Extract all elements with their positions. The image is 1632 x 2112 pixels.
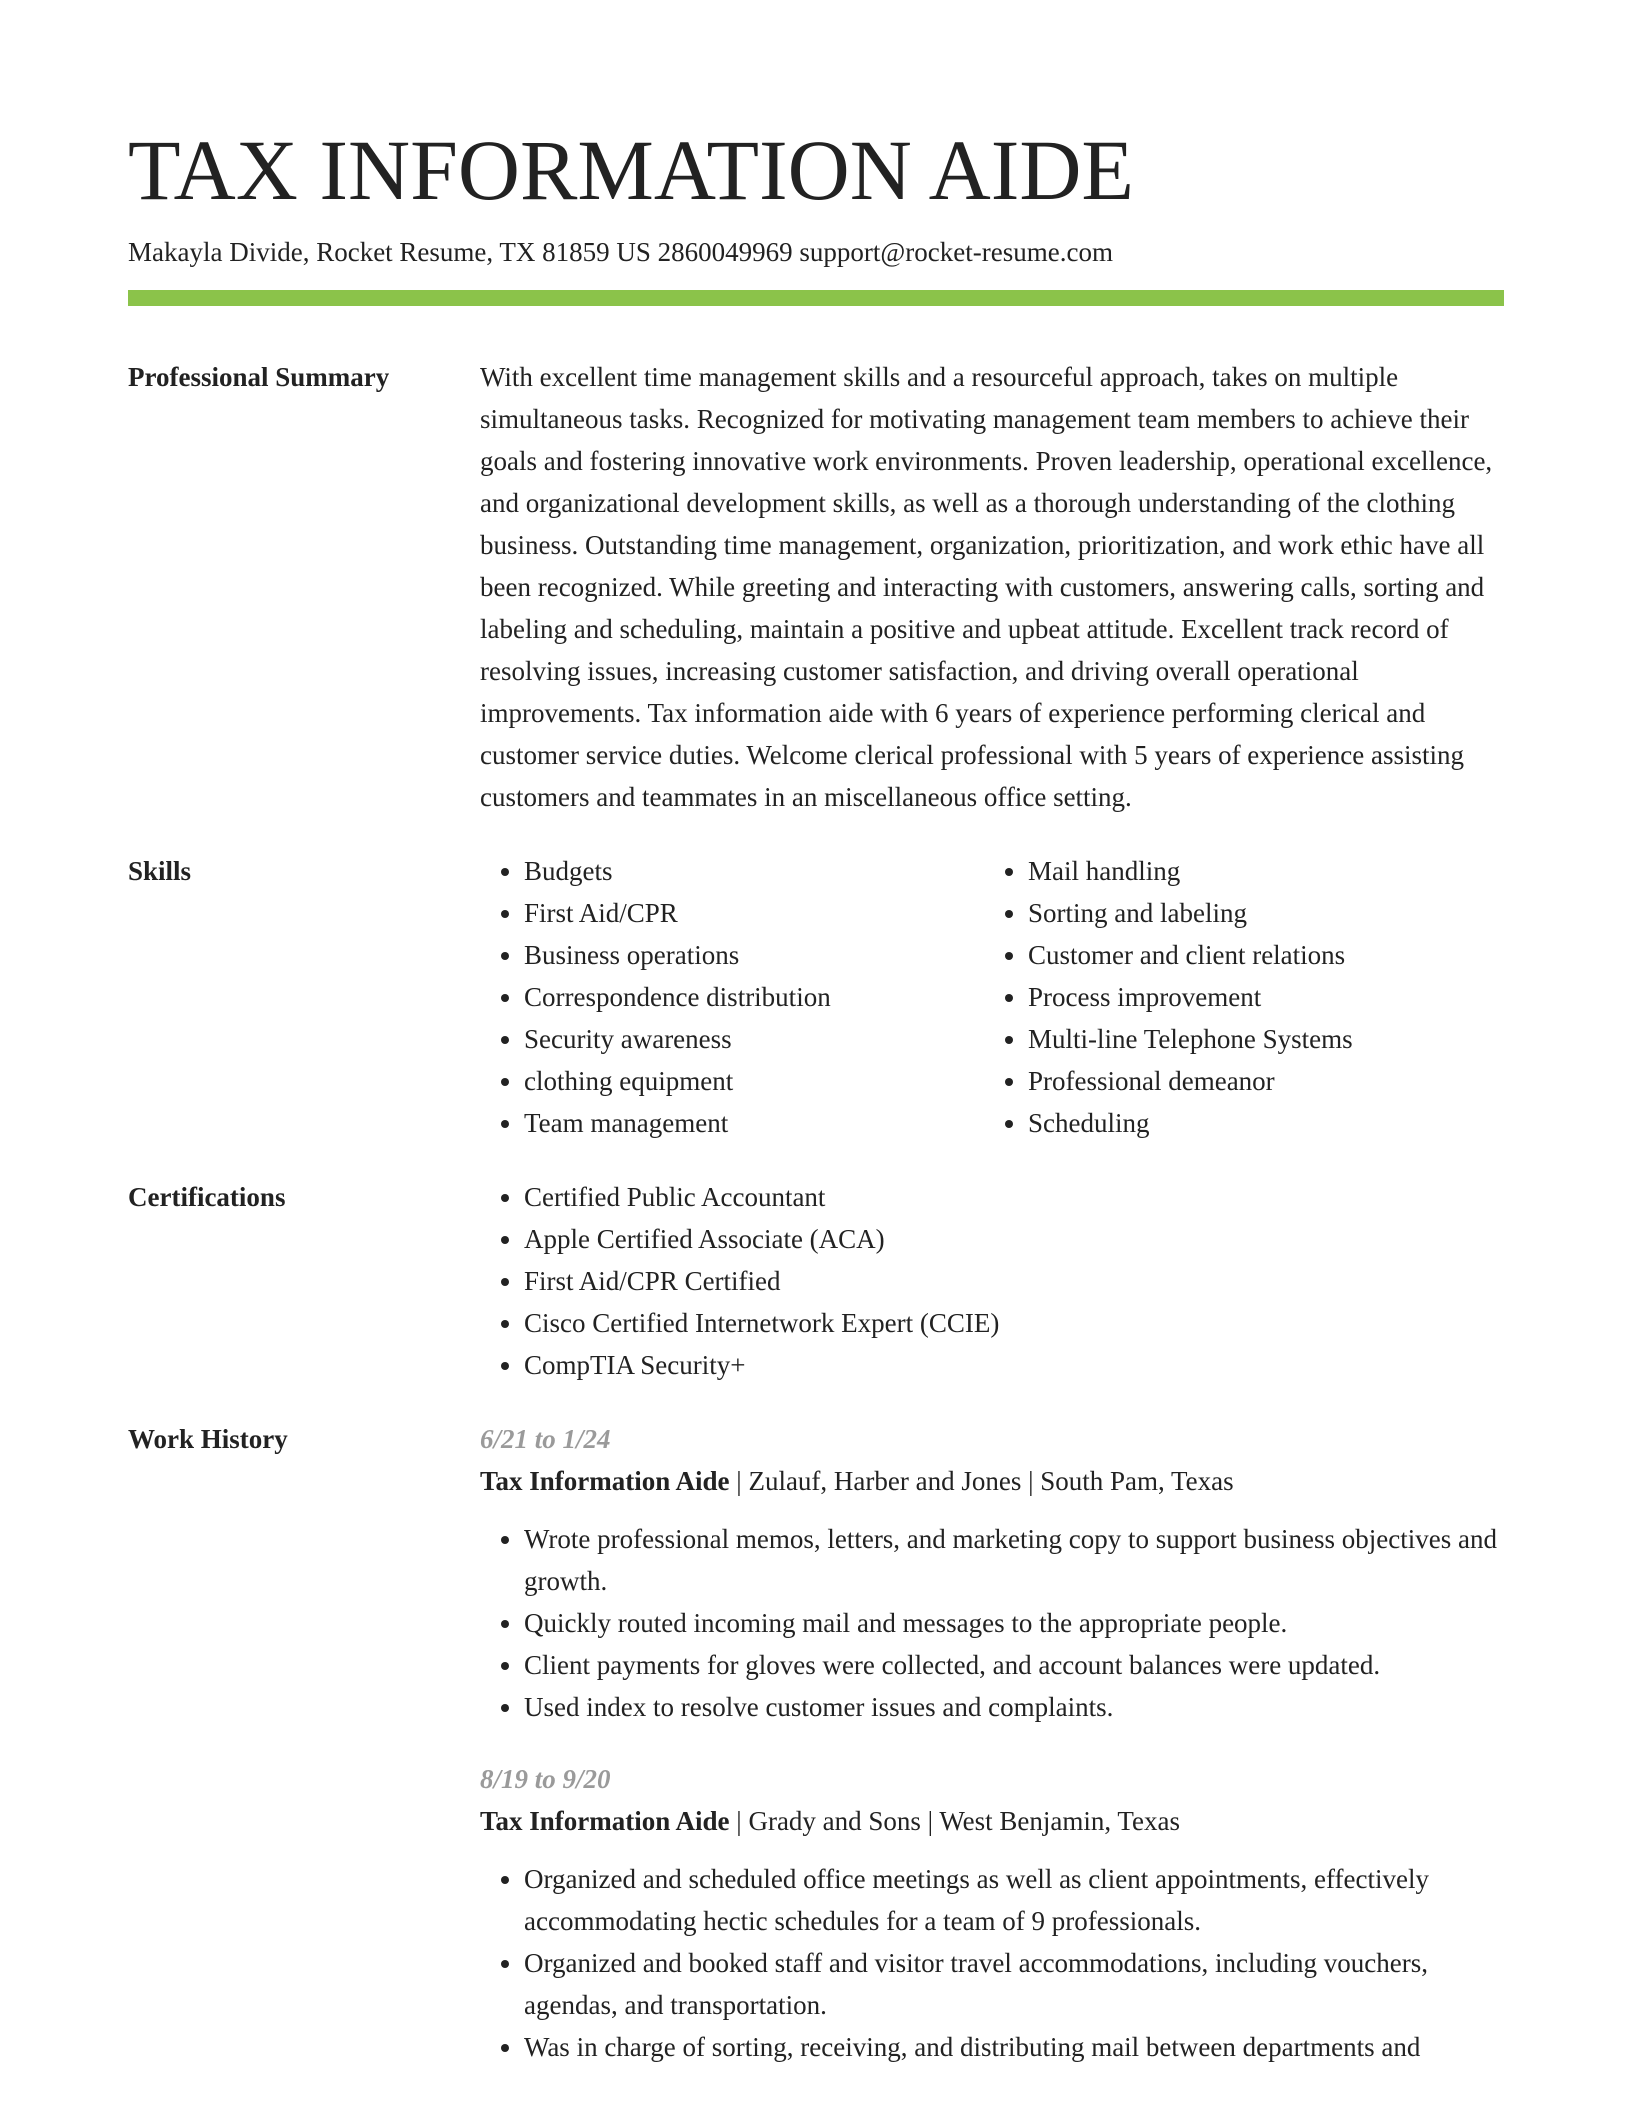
job-title: Tax Information Aide	[480, 1466, 730, 1496]
certification-item: • CompTIA Security+	[524, 1344, 1504, 1386]
certification-item: • Certified Public Accountant	[524, 1176, 1504, 1218]
skill-item: • Team management	[524, 1102, 984, 1144]
job-bullet: • Client payments for gloves were collected, and account balances were updated.	[524, 1644, 1504, 1686]
certifications-section	[128, 1176, 1504, 1386]
skill-item: • Mail handling	[1028, 850, 1488, 892]
skill-item: • First Aid/CPR	[524, 892, 984, 934]
job-heading	[480, 1800, 1504, 1842]
job-heading	[480, 1460, 1504, 1502]
section-title: Work History	[128, 1424, 288, 1454]
resume-page	[128, 120, 1504, 2098]
job-employer-location: | Zulauf, Harber and Jones | South Pam, Texas	[729, 1466, 1234, 1496]
job-title: Tax Information Aide	[480, 1806, 730, 1836]
job-bullet: • Used index to resolve customer issues and complaints.	[524, 1686, 1504, 1728]
skill-item: • Professional demeanor	[1028, 1060, 1488, 1102]
skill-item: • Scheduling	[1028, 1102, 1488, 1144]
work-history-section	[128, 1418, 1504, 2098]
skills-column-right	[984, 850, 1488, 1144]
contact-line: Makayla Divide, Rocket Resume, TX 81859 US 2860049969 support@rocket-resume.com	[128, 237, 1113, 267]
skill-item: • Customer and client relations	[1028, 934, 1488, 976]
job-dates: 8/19 to 9/20	[480, 1764, 611, 1794]
skill-item: • Security awareness	[524, 1018, 984, 1060]
summary-text: With excellent time management skills and a resourceful approach, takes on multiple simultaneous tasks. Recognized for motivating management team members to achieve their goals and fostering innovative work environments. Proven leadership, operational excellence, and organizational development skills, as well as a thorough understanding of the clothing business. Outstanding time management, organization, prioritization, and work ethic have all been recognized. While greeting and interacting with customers, answering calls, sorting and labeling and scheduling, maintain a positive and upbeat attitude. Excellent track record of resolving issues, increasing customer satisfaction, and driving overall operational improvements. Tax information aide with 6 years of experience performing clerical and customer service duties. Welcome clerical professional with 5 years of experience assisting customers and teammates in an miscellaneous office setting.	[480, 362, 1493, 812]
job-bullet: • Was in charge of sorting, receiving, and distributing mail between departments and	[524, 2026, 1504, 2068]
job-bullet: • Organized and booked staff and visitor travel accommodations, including vouchers, agendas, and transportation.	[524, 1942, 1504, 2026]
work-history-body	[480, 1418, 1504, 2098]
skill-item: • Business operations	[524, 934, 984, 976]
skill-item: • Process improvement	[1028, 976, 1488, 1018]
certifications-list	[480, 1176, 1504, 1386]
skills-column-left	[480, 850, 984, 1144]
job-employer-location: | Grady and Sons | West Benjamin, Texas	[729, 1806, 1180, 1836]
section-title: Certifications	[128, 1182, 286, 1212]
skill-item: • Budgets	[524, 850, 984, 892]
job-bullet: • Organized and scheduled office meetings as well as client appointments, effectively accommodating hectic schedules for a team of 9 professionals.	[524, 1858, 1504, 1942]
skills-section	[128, 850, 1504, 1144]
certification-item: • Cisco Certified Internetwork Expert (CCIE)	[524, 1302, 1504, 1344]
job-entry	[480, 1758, 1504, 2068]
skill-item: • Sorting and labeling	[1028, 892, 1488, 934]
resume-title: TAX INFORMATION AIDE	[128, 122, 1134, 218]
skill-item: • Multi-line Telephone Systems	[1028, 1018, 1488, 1060]
job-bullet: • Quickly routed incoming mail and messages to the appropriate people.	[524, 1602, 1504, 1644]
job-bullet: • Wrote professional memos, letters, and marketing copy to support business objectives and growth.	[524, 1518, 1504, 1602]
certification-item: • First Aid/CPR Certified	[524, 1260, 1504, 1302]
job-dates: 6/21 to 1/24	[480, 1424, 611, 1454]
section-title: Skills	[128, 856, 192, 886]
skills-columns	[480, 850, 1504, 1144]
job-entry	[480, 1418, 1504, 1728]
professional-summary-section	[128, 356, 1504, 818]
header-divider	[128, 290, 1504, 306]
section-title: Professional Summary	[128, 362, 390, 392]
skill-item: • Correspondence distribution	[524, 976, 984, 1018]
skill-item: • clothing equipment	[524, 1060, 984, 1102]
certification-item: • Apple Certified Associate (ACA)	[524, 1218, 1504, 1260]
